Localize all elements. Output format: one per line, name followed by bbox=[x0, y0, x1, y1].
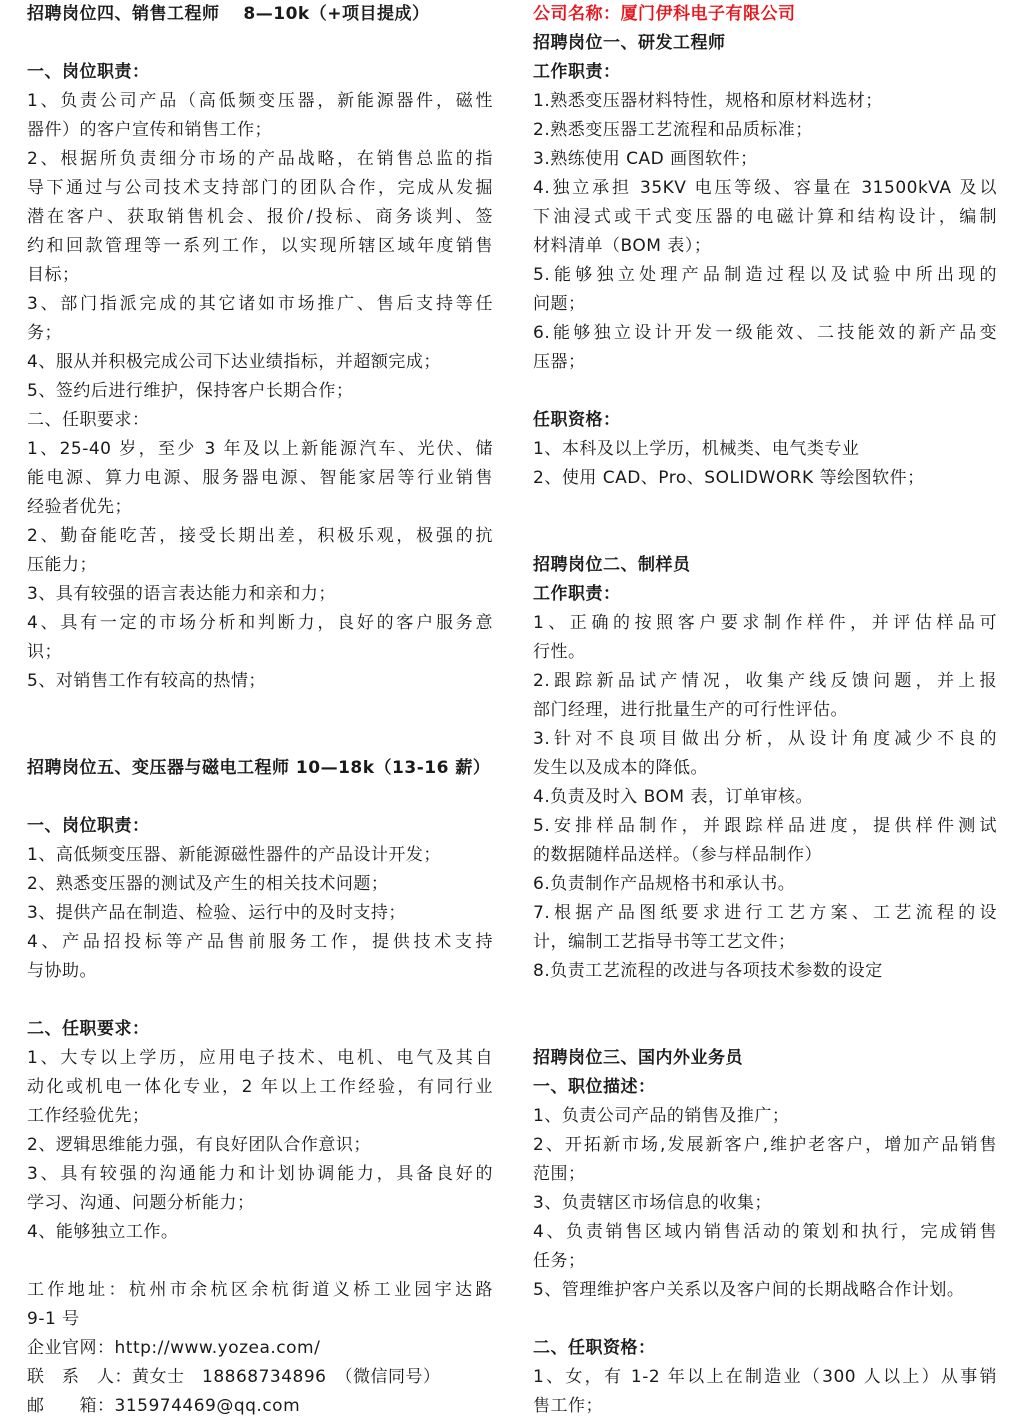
paragraph bbox=[27, 580, 493, 609]
blank-line bbox=[533, 986, 997, 1015]
paragraph bbox=[533, 609, 997, 667]
text-line: 务； bbox=[27, 323, 62, 343]
section-heading bbox=[27, 812, 493, 841]
blank-line bbox=[27, 1247, 493, 1276]
text-line: 器件）的客户宣传和销售工作； bbox=[27, 120, 272, 140]
section-heading bbox=[27, 754, 493, 783]
text-line: 2、熟悉变压器的测试及产生的相关技术问题； bbox=[27, 874, 389, 894]
text-line: 5.能够独立处理产品制造过程以及试验中所出现的 bbox=[533, 265, 997, 285]
section-heading bbox=[27, 58, 493, 87]
text-line: 的数据随样品送样。（参与样品制作） bbox=[533, 845, 822, 865]
blank-line bbox=[27, 29, 493, 58]
text-line: 7.根据产品图纸要求进行工艺方案、工艺流程的设 bbox=[533, 903, 997, 923]
text-line: 能电源、算力电源、服务器电源、智能家居等行业销售 bbox=[27, 468, 493, 488]
text-line: 导下通过与公司技术支持部门的团队合作，完成从发掘 bbox=[27, 178, 493, 198]
paragraph bbox=[27, 406, 493, 435]
text-line: 工作地址：杭州市余杭区余杭街道义桥工业园宇达路 bbox=[27, 1280, 493, 1300]
paragraph bbox=[533, 899, 997, 957]
text-line: 2.跟踪新品试产情况，收集产线反馈问题，并上报 bbox=[533, 671, 997, 691]
text-line: 一、职位描述： bbox=[533, 1077, 656, 1097]
text-line: 部门经理，进行批量生产的可行性评估。 bbox=[533, 700, 848, 720]
text-line: 售工作； bbox=[533, 1396, 603, 1416]
paragraph bbox=[27, 667, 493, 696]
section-heading bbox=[533, 1073, 997, 1102]
text-line: 二、任职要求： bbox=[27, 1019, 150, 1039]
text-line: 4.负责及时入 BOM 表，订单审核。 bbox=[533, 787, 813, 807]
text-line: 任职资格： bbox=[533, 410, 621, 430]
paragraph bbox=[27, 1334, 493, 1363]
section-heading bbox=[27, 0, 493, 29]
section-heading bbox=[533, 551, 997, 580]
paragraph bbox=[533, 1131, 997, 1189]
text-line: 学习、沟通、问题分析能力； bbox=[27, 1193, 255, 1213]
text-line: 4.独立承担 35KV 电压等级、容量在 31500kVA 及以 bbox=[533, 178, 997, 198]
blank-line bbox=[533, 522, 997, 551]
paragraph bbox=[27, 899, 493, 928]
section-heading bbox=[533, 580, 997, 609]
paragraph bbox=[533, 1363, 997, 1421]
blank-line bbox=[27, 783, 493, 812]
paragraph bbox=[533, 725, 997, 783]
text-line: 4、产品招投标等产品售前服务工作，提供技术支持 bbox=[27, 932, 493, 952]
text-line: 5、管理维护客户关系以及客户间的长期战略合作计划。 bbox=[533, 1280, 965, 1300]
text-line: 一、岗位职责： bbox=[27, 816, 150, 836]
text-line: 招聘岗位一、研发工程师 bbox=[533, 33, 726, 53]
paragraph bbox=[533, 957, 997, 986]
text-line: 动化或机电一体化专业，2 年以上工作经验，有同行业 bbox=[27, 1077, 493, 1097]
paragraph bbox=[533, 667, 997, 725]
paragraph bbox=[27, 1160, 493, 1218]
text-line: 行性。 bbox=[533, 642, 586, 662]
paragraph bbox=[533, 116, 997, 145]
text-line: 招聘岗位三、国内外业务员 bbox=[533, 1048, 743, 1068]
text-line: 工作职责： bbox=[533, 584, 621, 604]
text-line: 企业官网：http://www.yozea.com/ bbox=[27, 1338, 321, 1358]
text-line: 2、开拓新市场,发展新客户,维护老客户，增加产品销售 bbox=[533, 1135, 997, 1155]
paragraph bbox=[533, 261, 997, 319]
paragraph bbox=[27, 1218, 493, 1247]
blank-line bbox=[27, 986, 493, 1015]
text-line: 3.针对不良项目做出分析，从设计角度减少不良的 bbox=[533, 729, 997, 749]
paragraph bbox=[27, 609, 493, 667]
text-line: 2、逻辑思维能力强，有良好团队合作意识； bbox=[27, 1135, 371, 1155]
section-heading bbox=[27, 1015, 493, 1044]
text-line: 招聘岗位二、制样员 bbox=[533, 555, 691, 575]
paragraph bbox=[27, 1044, 493, 1131]
text-line: 计，编制工艺指导书等工艺文件； bbox=[533, 932, 796, 952]
paragraph bbox=[533, 145, 997, 174]
paragraph bbox=[533, 1102, 997, 1131]
paragraph bbox=[27, 87, 493, 145]
text-line: 2、根据所负责细分市场的产品战略，在销售总监的指 bbox=[27, 149, 493, 169]
text-line: 经验者优先； bbox=[27, 497, 132, 517]
blank-line bbox=[27, 696, 493, 725]
paragraph bbox=[27, 1276, 493, 1334]
text-line: 压能力； bbox=[27, 555, 97, 575]
text-line: 2.熟悉变压器工艺流程和品质标准； bbox=[533, 120, 813, 140]
text-line: 联 系 人：黄女士 18868734896 （微信同号） bbox=[27, 1367, 441, 1387]
text-line: 3、提供产品在制造、检验、运行中的及时支持； bbox=[27, 903, 406, 923]
paragraph bbox=[27, 435, 493, 522]
text-line: 1、女，有 1-2 年以上在制造业（300 人以上）从事销 bbox=[533, 1367, 997, 1387]
text-line: 1、负责公司产品（高低频变压器，新能源器件，磁性 bbox=[27, 91, 493, 111]
left-column bbox=[27, 0, 493, 1421]
text-line: 4、负责销售区域内销售活动的策划和执行，完成销售 bbox=[533, 1222, 997, 1242]
text-line: 约和回款管理等一系列工作，以实现所辖区域年度销售 bbox=[27, 236, 493, 256]
text-line: 任务； bbox=[533, 1251, 586, 1271]
text-line: 1、25-40 岁，至少 3 年及以上新能源汽车、光伏、储 bbox=[27, 439, 493, 459]
blank-line bbox=[533, 1305, 997, 1334]
text-line: 9-1 号 bbox=[27, 1309, 80, 1329]
paragraph bbox=[27, 1363, 493, 1392]
paragraph bbox=[533, 1218, 997, 1276]
text-line: 3、具有较强的沟通能力和计划协调能力，具备良好的 bbox=[27, 1164, 493, 1184]
text-line: 1.熟悉变压器材料特性，规格和原材料选材； bbox=[533, 91, 883, 111]
text-line: 潜在客户、获取销售机会、报价/投标、商务谈判、签 bbox=[27, 207, 493, 227]
text-line: 工作经验优先； bbox=[27, 1106, 150, 1126]
text-line: 发生以及成本的降低。 bbox=[533, 758, 708, 778]
text-line: 1、高低频变压器、新能源磁性器件的产品设计开发； bbox=[27, 845, 441, 865]
text-line: 招聘岗位五、变压器与磁电工程师 10—18k（13-16 薪） bbox=[27, 758, 491, 778]
text-line: 问题； bbox=[533, 294, 586, 314]
blank-line bbox=[533, 377, 997, 406]
text-line: 公司名称：厦门伊科电子有限公司 bbox=[533, 4, 796, 24]
section-heading bbox=[533, 58, 997, 87]
text-line: 目标； bbox=[27, 265, 80, 285]
text-line: 工作职责： bbox=[533, 62, 621, 82]
section-heading bbox=[533, 406, 997, 435]
paragraph bbox=[533, 464, 997, 493]
paragraph bbox=[27, 522, 493, 580]
paragraph bbox=[533, 319, 997, 377]
text-line: 3.熟练使用 CAD 画图软件； bbox=[533, 149, 758, 169]
paragraph bbox=[27, 1131, 493, 1160]
text-line: 2、使用 CAD、Pro、SOLIDWORK 等绘图软件； bbox=[533, 468, 925, 488]
paragraph bbox=[27, 348, 493, 377]
paragraph bbox=[533, 174, 997, 261]
text-line: 一、岗位职责： bbox=[27, 62, 150, 82]
text-line: 材料清单（BOM 表）； bbox=[533, 236, 712, 256]
text-line: 3、部门指派完成的其它诸如市场推广、售后支持等任 bbox=[27, 294, 493, 314]
text-line: 4、服从并积极完成公司下达业绩指标，并超额完成； bbox=[27, 352, 441, 372]
paragraph bbox=[533, 435, 997, 464]
text-line: 6.能够独立设计开发一级能效、二技能效的新产品变 bbox=[533, 323, 997, 343]
paragraph bbox=[533, 1276, 997, 1305]
text-line: 下油浸式或干式变压器的电磁计算和结构设计，编制 bbox=[533, 207, 997, 227]
text-line: 招聘岗位四、销售工程师 8—10k（+项目提成） bbox=[27, 4, 430, 24]
text-line: 5.安排样品制作，并跟踪样品进度，提供样件测试 bbox=[533, 816, 997, 836]
text-line: 6.负责制作产品规格书和承认书。 bbox=[533, 874, 796, 894]
text-line: 与协助。 bbox=[27, 961, 97, 981]
text-line: 二、任职要求： bbox=[27, 410, 150, 430]
text-line: 4、能够独立工作。 bbox=[27, 1222, 179, 1242]
text-line: 1、正确的按照客户要求制作样件，并评估样品可 bbox=[533, 613, 997, 633]
text-line: 8.负责工艺流程的改进与各项技术参数的设定 bbox=[533, 961, 883, 981]
paragraph bbox=[27, 290, 493, 348]
text-line: 5、签约后进行维护，保持客户长期合作； bbox=[27, 381, 354, 401]
paragraph bbox=[533, 783, 997, 812]
text-line: 1、本科及以上学历，机械类、电气类专业 bbox=[533, 439, 860, 459]
paragraph bbox=[27, 377, 493, 406]
paragraph bbox=[533, 870, 997, 899]
text-line: 3、负责辖区市场信息的收集； bbox=[533, 1193, 772, 1213]
text-line: 二、任职资格： bbox=[533, 1338, 656, 1358]
text-line: 3、具有较强的语言表达能力和亲和力； bbox=[27, 584, 336, 604]
company-name bbox=[533, 0, 997, 29]
paragraph bbox=[533, 812, 997, 870]
blank-line bbox=[533, 493, 997, 522]
text-line: 4、具有一定的市场分析和判断力，良好的客户服务意 bbox=[27, 613, 493, 633]
text-line: 1、大专以上学历，应用电子技术、电机、电气及其自 bbox=[27, 1048, 493, 1068]
text-line: 邮 箱：315974469@qq.com bbox=[27, 1396, 301, 1416]
paragraph bbox=[27, 841, 493, 870]
text-line: 2、勤奋能吃苦，接受长期出差，积极乐观，极强的抗 bbox=[27, 526, 493, 546]
paragraph bbox=[27, 928, 493, 986]
text-line: 1、负责公司产品的销售及推广； bbox=[533, 1106, 790, 1126]
text-line: 识； bbox=[27, 642, 62, 662]
text-line: 5、对销售工作有较高的热情； bbox=[27, 671, 266, 691]
text-line: 范围； bbox=[533, 1164, 586, 1184]
paragraph bbox=[27, 145, 493, 290]
section-heading bbox=[533, 1044, 997, 1073]
blank-line bbox=[27, 725, 493, 754]
right-column bbox=[533, 0, 997, 1421]
section-heading bbox=[533, 1334, 997, 1363]
paragraph bbox=[533, 87, 997, 116]
paragraph bbox=[27, 870, 493, 899]
text-line: 压器； bbox=[533, 352, 586, 372]
paragraph bbox=[533, 1189, 997, 1218]
blank-line bbox=[533, 1015, 997, 1044]
section-heading bbox=[533, 29, 997, 58]
paragraph bbox=[27, 1392, 493, 1421]
